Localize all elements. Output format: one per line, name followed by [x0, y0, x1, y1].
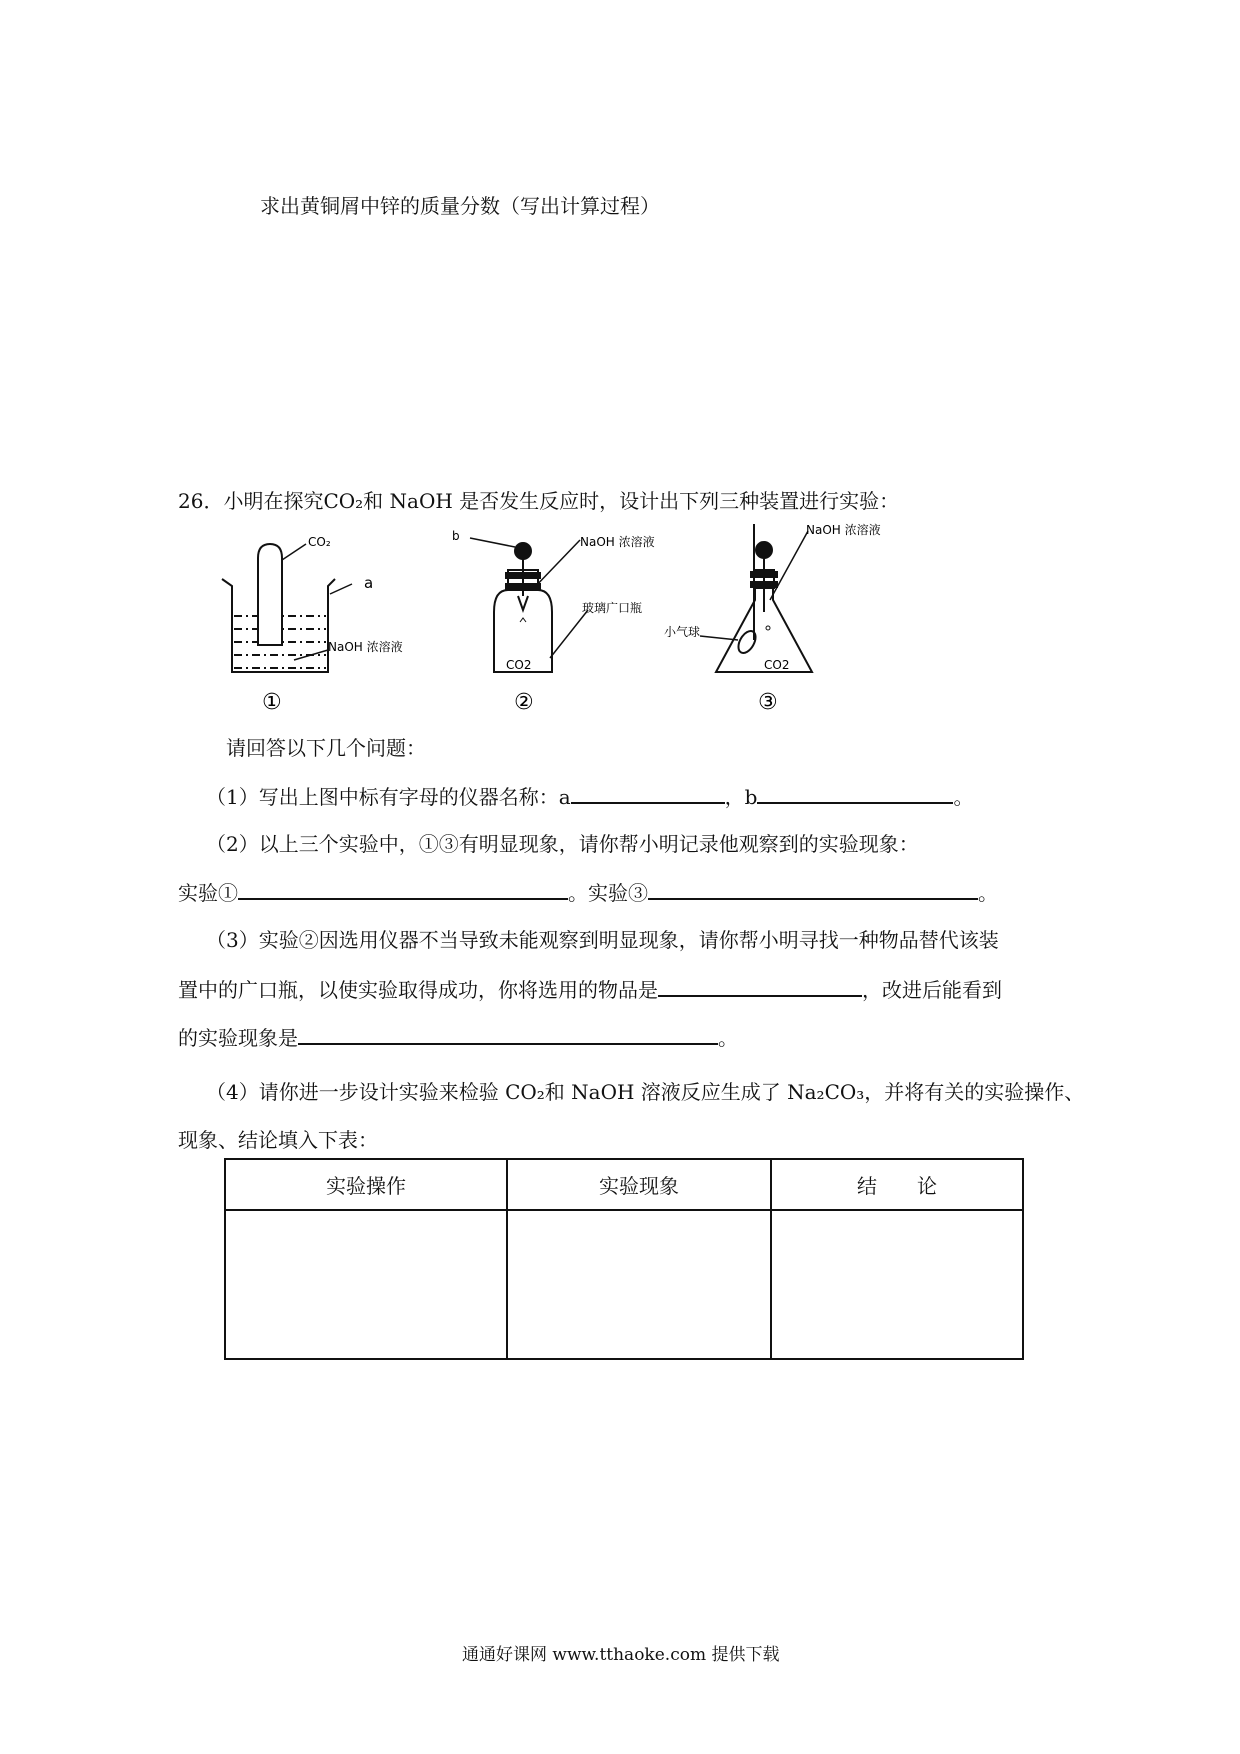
- cell-operation[interactable]: [225, 1210, 507, 1359]
- header-conclusion: 结 论: [771, 1159, 1023, 1210]
- fig2-solution-label: NaOH 浓溶液: [580, 535, 655, 549]
- q26-naoh: NaOH: [389, 489, 453, 513]
- apparatus-figure: [0, 0, 1240, 720]
- fig3-co2-label: CO2: [764, 658, 790, 672]
- question-3-line2: [178, 973, 1002, 1003]
- fig3-solution-label: NaOH 浓溶液: [806, 523, 881, 537]
- fig1-a-label: a: [364, 574, 374, 592]
- q26-co2: CO₂: [323, 489, 364, 513]
- question-3-line1: （3）实验②因选用仪器不当导致未能观察到明显现象，请你帮小明寻找一种物品替代该装: [206, 928, 999, 952]
- question-2: （2）以上三个实验中，①③有明显现象，请你帮小明记录他观察到的实验现象：: [206, 832, 919, 856]
- cell-phenomenon[interactable]: [507, 1210, 771, 1359]
- blank-exp1[interactable]: [238, 876, 568, 900]
- fig2-bottle-label: 玻璃广口瓶: [582, 601, 643, 615]
- apparatus-3-flask: [700, 524, 812, 672]
- footer: 通通好课网 www.tthaoke.com 提供下载: [462, 1645, 780, 1665]
- exp1-label: 实验①: [178, 881, 238, 905]
- q3-line2b: ，改进后能看到: [862, 978, 1002, 1002]
- q1-sep: ，b: [724, 785, 758, 809]
- fig3-number: ③: [758, 690, 778, 715]
- header-phenomenon: 实验现象: [507, 1159, 771, 1210]
- result-table: [224, 1158, 1024, 1360]
- blank-phenomenon[interactable]: [298, 1021, 718, 1045]
- fig1-number: ①: [262, 690, 282, 715]
- q26-mid: 和: [363, 489, 384, 513]
- question-1: [206, 780, 973, 810]
- table-header-row: [225, 1159, 1023, 1210]
- top-line: 求出黄铜屑中锌的质量分数（写出计算过程）: [260, 194, 660, 218]
- apparatus-2-bottle: [470, 538, 588, 672]
- blank-substitute[interactable]: [658, 973, 862, 997]
- question-4-line1: （4）请你进一步设计实验来检验 CO₂和 NaOH 溶液反应生成了 Na₂CO₃，并将有关的实验操作、: [206, 1080, 1085, 1104]
- fig2-co2-label: CO2: [506, 658, 532, 672]
- q3-line3a: 的实验现象是: [178, 1026, 298, 1050]
- q1-text: （1）写出上图中标有字母的仪器名称：a: [206, 785, 571, 809]
- blank-b[interactable]: [757, 780, 953, 804]
- exp3-label: 。实验③: [568, 881, 648, 905]
- fig1-co2-label: CO₂: [308, 535, 331, 549]
- q2-end: 。: [978, 881, 998, 905]
- table-row: [225, 1210, 1023, 1359]
- question-2-answers: [178, 876, 998, 906]
- fig2-b-label: b: [452, 529, 460, 543]
- q26-suffix: 是否发生反应时，设计出下列三种装置进行实验：: [459, 489, 900, 513]
- q1-end: 。: [953, 785, 974, 809]
- answer-prompt: 请回答以下几个问题：: [226, 736, 426, 760]
- q26-prefix: 26．小明在探究: [178, 489, 324, 513]
- q3-line3b: 。: [718, 1026, 738, 1050]
- question-4-line2: 现象、结论填入下表：: [178, 1128, 378, 1152]
- question-3-line3: [178, 1021, 738, 1051]
- blank-a[interactable]: [571, 780, 725, 804]
- fig3-balloon-label: 小气球: [664, 625, 701, 639]
- blank-exp3[interactable]: [648, 876, 978, 900]
- fig2-number: ②: [514, 690, 534, 715]
- q3-line2a: 置中的广口瓶，以使实验取得成功，你将选用的物品是: [178, 978, 658, 1002]
- cell-conclusion[interactable]: [771, 1210, 1023, 1359]
- fig1-solution-label: NaOH 浓溶液: [328, 640, 403, 654]
- header-operation: 实验操作: [225, 1159, 507, 1210]
